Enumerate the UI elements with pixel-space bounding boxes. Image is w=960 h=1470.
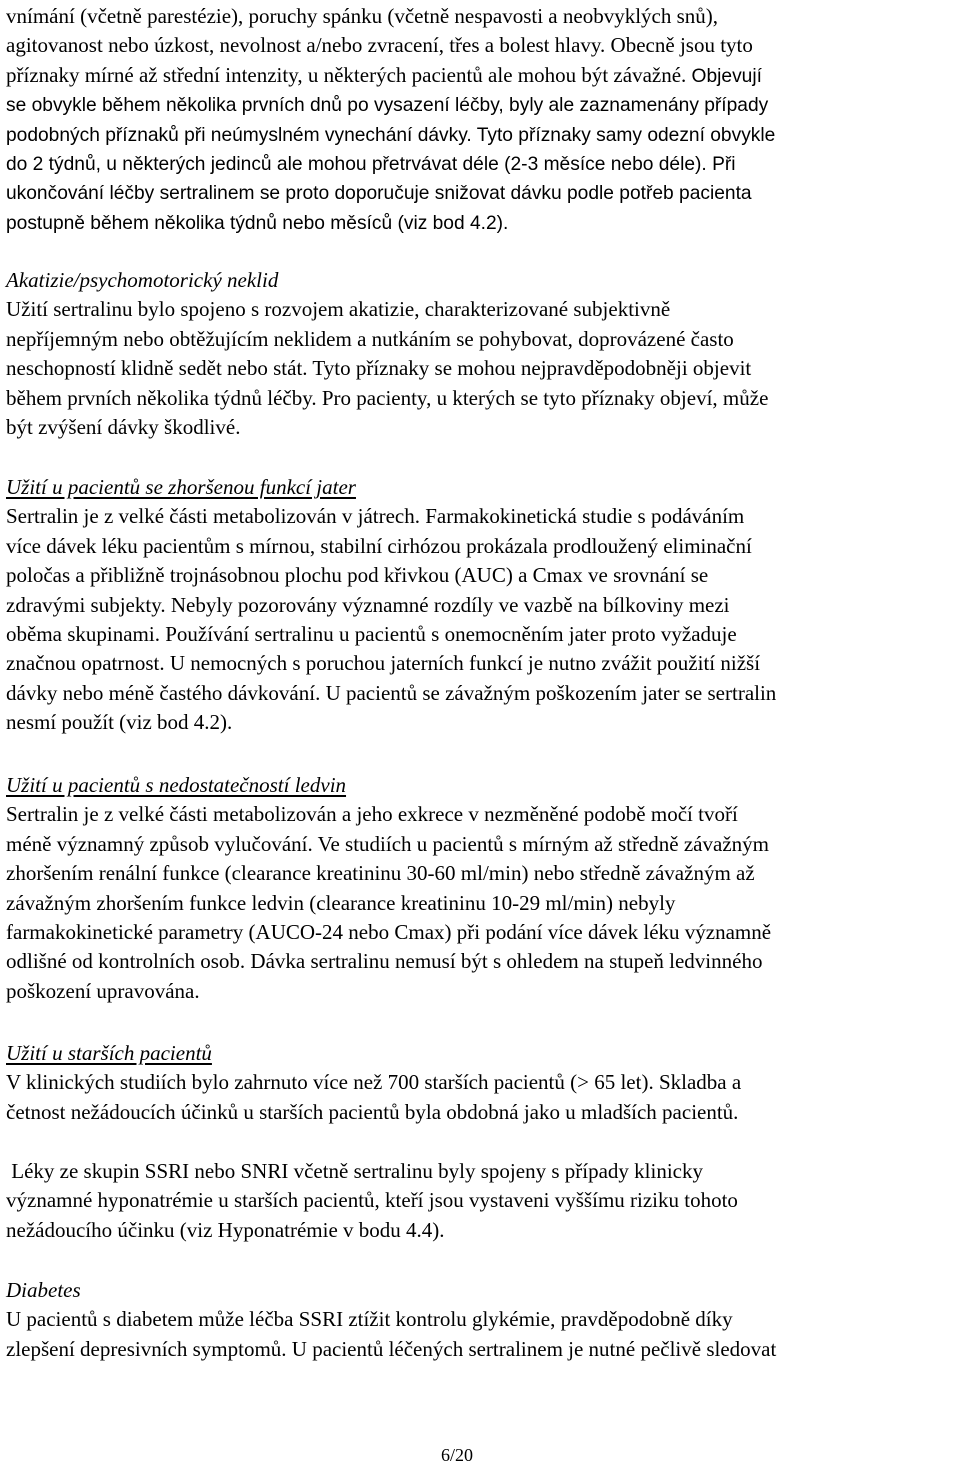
intro-line-3: se obvykle během několika prvních dnů po vysazení léčby, byly ale zaznamenány případy: [6, 95, 769, 117]
intro-line-7: postupně během několika týdnů nebo měsíců (viz bod 4.2).: [6, 212, 509, 234]
section-heading-kidney: Užití u pacientů s nedostatečností ledvin: [6, 773, 347, 797]
intro-line-2-serif: příznaky mírné až střední intenzity, u některých pacientů ale mohou být závažné.: [6, 62, 692, 87]
intro-paragraph: [6, 2, 775, 238]
section-ssri-hyponatremia: [6, 1157, 738, 1245]
section-line: zhoršením renální funkce (clearance kreatininu 30-60 ml/min) nebo středně závažným až: [6, 861, 755, 886]
section-line: více dávek léku pacientům s mírnou, stabilní cirhózou prokázala prodloužený eliminační: [6, 533, 752, 558]
section-line: poškození upravována.: [6, 978, 200, 1003]
section-liver: [6, 473, 776, 738]
section-line: V klinických studiích bylo zahrnuto více než 700 starších pacientů (> 65 let). Skladba a: [6, 1070, 742, 1095]
section-line: farmakokinetické parametry (AUCO-24 nebo Cmax) při podání více dávek léku významně: [6, 920, 772, 945]
section-line: nesmí použít (viz bod 4.2).: [6, 710, 233, 735]
section-heading-elderly: Užití u starších pacientů: [6, 1041, 212, 1065]
section-line: závažným zhoršením funkce ledvin (clearance kreatininu 10-29 ml/min) nebyly: [6, 890, 676, 915]
section-line: značnou opatrnost. U nemocných s poruchou jaterních funkcí je nutno zvážit použití nižší: [6, 651, 761, 676]
section-line: Léky ze skupin SSRI nebo SNRI včetně sertralinu byly spojeny s případy klinicky: [6, 1159, 703, 1183]
intro-line-5: do 2 týdnů, u některých jedinců ale mohou přetrvávat déle (2-3 měsíce nebo déle). Při: [6, 154, 736, 176]
intro-line-0: vnímání (včetně parestézie), poruchy spánku (včetně nespavosti a neobvyklých snů),: [6, 4, 719, 28]
section-heading-liver: Užití u pacientů se zhoršenou funkcí jater: [6, 475, 356, 499]
section-line: nepříjemným nebo obtěžujícím neklidem a nutkáním se pohybovat, doprovázené často: [6, 326, 734, 351]
section-line: poločas a přibližně trojnásobnou plochu pod křivkou (AUC) a Cmax ve srovnání se: [6, 563, 709, 588]
section-line: odlišné od kontrolních osob. Dávka sertralinu nemusí být s ohledem na stupeň ledvinného: [6, 949, 763, 974]
section-line: oběma skupinami. Používání sertralinu u pacientů s onemocněním jater proto vyžaduje: [6, 622, 737, 647]
page-number: 6/20: [440, 1445, 473, 1465]
intro-line-4: podobných příznaků při neúmyslném vynechání dávky. Tyto příznaky samy odezní obvykle: [6, 124, 776, 146]
section-diabetes: [6, 1276, 776, 1364]
intro-line-1: agitovanost nebo úzkost, nevolnost a/nebo zvracení, třes a bolest hlavy. Obecně jsou tyto: [6, 33, 753, 58]
section-line: Užití sertralinu bylo spojeno s rozvojem akatizie, charakterizované subjektivně: [6, 297, 671, 322]
section-line: zlepšení depresivních symptomů. U pacientů léčených sertralinem je nutné pečlivě sledovat: [6, 1336, 777, 1361]
section-heading-akatizie: Akatizie/psychomotorický neklid: [6, 268, 279, 292]
section-line: U pacientů s diabetem může léčba SSRI ztížit kontrolu glykémie, pravděpodobně díky: [6, 1307, 733, 1332]
section-line: Sertralin je z velké části metabolizován v játrech. Farmakokinetická studie s podáváním: [6, 504, 745, 529]
section-line: významné hyponatrémie u starších pacientů, kteří jsou vystaveni vyššímu riziku tohoto: [6, 1188, 738, 1213]
section-line: být zvýšení dávky škodlivé.: [6, 415, 241, 440]
section-akatizie: [6, 266, 768, 442]
section-kidney: [6, 771, 771, 1006]
intro-line-6: ukončování léčby sertralinem se proto doporučuje snižovat dávku podle potřeb pacienta: [6, 183, 752, 205]
section-line: dávky nebo méně častého dávkování. U pacientů se závažným poškozením jater se sertralin: [6, 680, 777, 705]
section-heading-diabetes: Diabetes: [6, 1278, 81, 1302]
intro-line-2-sans: Objevují: [691, 65, 762, 87]
section-line: Sertralin je z velké části metabolizován a jeho exkrece v nezměněné podobě močí tvoří: [6, 802, 738, 827]
section-line: nežádoucího účinku (viz Hyponatrémie v bodu 4.4).: [6, 1217, 445, 1242]
section-line: během prvních několika týdnů léčby. Pro pacienty, u kterých se tyto příznaky objeví, může: [6, 385, 769, 410]
section-elderly: [6, 1039, 741, 1127]
section-line: neschopností klidně sedět nebo stát. Tyto příznaky se mohou nejpravděpodobněji objevit: [6, 356, 752, 381]
section-line: četnost nežádoucích účinků u starších pacientů byla obdobná jako u mladších pacientů.: [6, 1099, 739, 1124]
section-line: méně významný způsob vylučování. Ve studiích u pacientů s mírným až středně závažným: [6, 831, 769, 856]
section-line: zdravými subjekty. Nebyly pozorovány významné rozdíly ve vazbě na bílkoviny mezi: [6, 592, 730, 617]
intro-line-2: [6, 61, 775, 91]
